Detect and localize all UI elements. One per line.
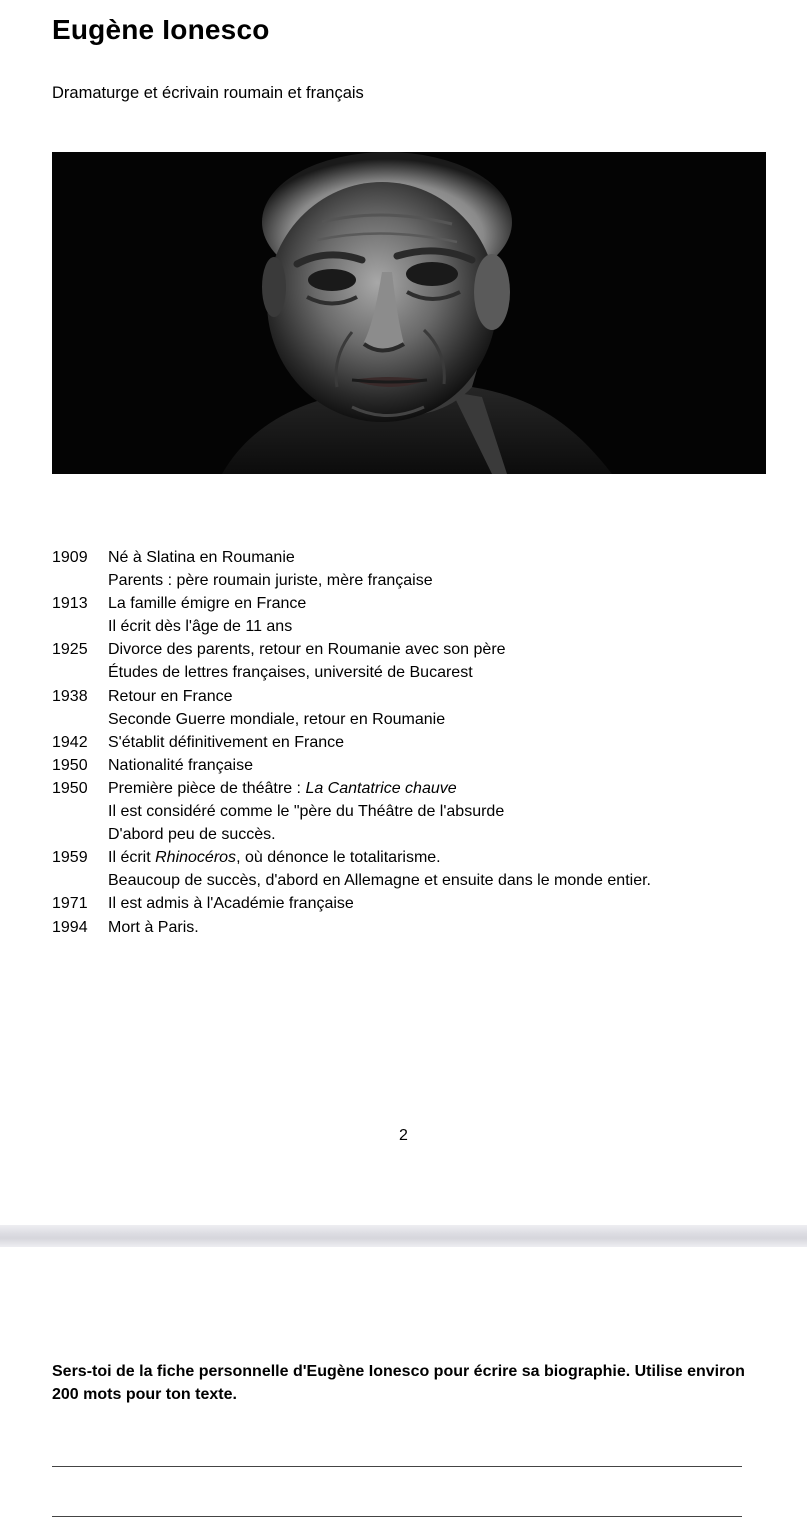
timeline-year xyxy=(52,661,108,684)
timeline-year xyxy=(52,800,108,823)
timeline-row xyxy=(52,685,772,708)
timeline-year: 1994 xyxy=(52,918,88,936)
timeline-row xyxy=(52,569,772,592)
page-number: 2 xyxy=(399,1127,408,1144)
play-title: La Cantatrice chauve xyxy=(305,779,457,797)
timeline-row xyxy=(52,846,772,869)
timeline-year xyxy=(52,708,108,731)
timeline-row xyxy=(52,823,772,846)
timeline-text: Il est considéré comme le "père du Théâtre de l'absurde xyxy=(108,803,505,821)
timeline-year: 1950 xyxy=(52,756,88,774)
timeline-text xyxy=(108,846,772,869)
timeline-row xyxy=(52,546,772,569)
timeline-row xyxy=(52,777,772,800)
answer-line[interactable] xyxy=(52,1516,742,1517)
timeline-year xyxy=(52,615,108,638)
timeline-row xyxy=(52,916,772,939)
timeline-text: D'abord peu de succès. xyxy=(108,826,276,844)
biography-timeline xyxy=(52,546,772,939)
writing-instruction: Sers-toi de la fiche personnelle d'Eugène Ionesco pour écrire sa biographie. Utilise environ 200 mots pour ton texte. xyxy=(52,1363,745,1403)
portrait-photo xyxy=(52,152,766,474)
timeline-text xyxy=(108,777,772,800)
timeline-row xyxy=(52,754,772,777)
timeline-text: Né à Slatina en Roumanie xyxy=(108,549,295,566)
timeline-row xyxy=(52,661,772,684)
page-title: Eugène Ionesco xyxy=(52,14,270,45)
timeline-text: Nationalité française xyxy=(108,756,253,774)
timeline-row xyxy=(52,708,772,731)
subtitle: Dramaturge et écrivain roumain et français xyxy=(52,84,364,102)
timeline-row xyxy=(52,869,772,892)
timeline-year xyxy=(52,823,108,846)
timeline-text-part: , où dénonce le totalitarisme. xyxy=(236,849,441,867)
timeline-year: 1942 xyxy=(52,733,88,751)
timeline-text: Beaucoup de succès, d'abord en Allemagne et ensuite dans le monde entier. xyxy=(108,872,651,890)
play-title: Rhinocéros xyxy=(155,849,237,867)
timeline-year: 1925 xyxy=(52,641,88,659)
answer-line[interactable] xyxy=(52,1466,742,1467)
timeline-text: Parents : père roumain juriste, mère française xyxy=(108,572,433,590)
timeline-text: S'établit définitivement en France xyxy=(108,733,345,751)
timeline-text-part: Première pièce de théâtre : xyxy=(108,779,306,797)
document-page-2 xyxy=(0,1247,807,1522)
timeline-text: Il écrit dès l'âge de 11 ans xyxy=(108,618,293,636)
timeline-year: 1913 xyxy=(52,595,88,613)
timeline-text: Mort à Paris. xyxy=(108,918,199,936)
timeline-row xyxy=(52,731,772,754)
timeline-year: 1909 xyxy=(52,549,88,566)
timeline-text: La famille émigre en France xyxy=(108,595,307,613)
timeline-text: Études de lettres françaises, université de Bucarest xyxy=(108,664,473,682)
timeline-row xyxy=(52,800,772,823)
timeline-year: 1959 xyxy=(52,849,88,867)
timeline-year: 1938 xyxy=(52,687,88,705)
timeline-year xyxy=(52,869,108,892)
timeline-text: Il est admis à l'Académie française xyxy=(108,895,354,913)
timeline-year: 1971 xyxy=(52,895,88,913)
timeline-year: 1950 xyxy=(52,779,88,797)
timeline-text: Seconde Guerre mondiale, retour en Roumanie xyxy=(108,710,446,728)
timeline-row xyxy=(52,638,772,661)
timeline-row xyxy=(52,592,772,615)
timeline-text-part: Il écrit xyxy=(108,849,156,867)
timeline-text: Retour en France xyxy=(108,687,233,705)
timeline-year xyxy=(52,569,108,592)
timeline-row xyxy=(52,892,772,915)
timeline-row xyxy=(52,615,772,638)
timeline-text: Divorce des parents, retour en Roumanie avec son père xyxy=(108,641,506,659)
page-separator xyxy=(0,1225,807,1247)
